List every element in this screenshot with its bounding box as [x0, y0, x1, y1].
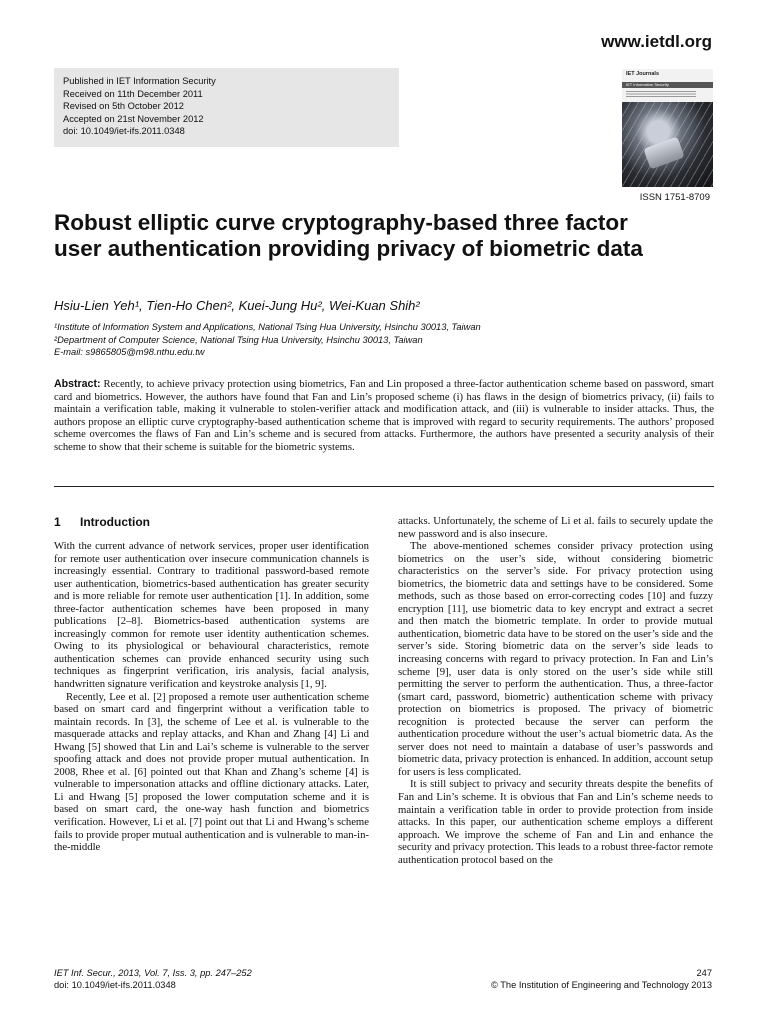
journal-cover-image [622, 69, 713, 187]
abstract-text: Recently, to achieve privacy protection using biometrics, Fan and Lin proposed a three-factor authentication scheme based on password, smart card and biometrics. However, the authors have found that Fan and Lin’s proposed scheme (i) has flaws in the design of biometrics privacy, (ii) fails to maintain a verification table, making it vulnerable to stolen-verifier attack and modification attack, and (iii) is vulnerable to insider attacks. Thus, the authors propose an elliptic curve cryptography-based authentication scheme that is improved with regard to security requirements. The authors’ proposed scheme overcomes the flaws of Fan and Lin’s scheme and is secured from attacks. Furthermore, the authors have presented a security analysis of their scheme to show that their scheme is suitable for the biometric systems. [54, 379, 714, 453]
footer-citation [54, 967, 252, 991]
paragraph: Recently, Lee et al. [2] proposed a remote user authentication scheme based on smart card and fingerprint without a verification table to maintain records. In [3], the scheme of Lee et al. is vulnerable to the masquerade attacks and replay attacks, and Khan and Zhang [4] Li and Hwang [5] showed that Lin and Lai’s scheme is vulnerable to the server spoofing attack and does not provide proper mutual authentication. In 2008, Rhee et al. [6] pointed out that Khan and Zhang’s scheme [4] is vulnerable to impersonation attacks and offline dictionary attacks. Later, Li and Hwang [5] proposed the lower computation scheme and it is based on smart card, the one-way hash function and biometrics verification. However, Li et al. [7] point out that Li and Hwang’s scheme fails to provide proper mutual authentication and is vulnerable to man-in-the-middle [54, 690, 369, 854]
authors: Hsiu-Lien Yeh¹, Tien-Ho Chen², Kuei-Jung Hu², Wei-Kuan Shih² [54, 298, 420, 313]
copyright: © The Institution of Engineering and Technology 2013 [490, 980, 712, 990]
publication-info-box [54, 68, 399, 147]
paragraph: It is still subject to privacy and security threats despite the benefits of Fan and Lin’s scheme. It is obvious that Fan and Lin’s scheme needs to maintain a verification table in order to provide protection from inside attacks. In this paper, our authentication scheme employs a different approach. We improve the scheme of Fan and Lin and enhance the security and privacy protection. This leads to a robust three-factor remote authentication protocol based on the [398, 778, 713, 866]
accepted-date: Accepted on 21st November 2012 [63, 113, 204, 124]
section-title: Introduction [80, 515, 150, 529]
journal-site-url[interactable]: www.ietdl.org [601, 32, 712, 51]
paragraph: With the current advance of network services, proper user identification for remote user authentication over insecure communication channels is increasingly essential. Contrary to traditional password-based remote user authentication, biometrics-based authentication has greater security and is more reliable for remote user authentication [1]. In addition, some three-factor authentication schemes have been proposed in many publications [2–8]. Biometrics-based authentication systems are increasingly common for remote user identity authentication schemes. Owing to its physiological or behavioural characteristics, remote authentication schemes can provide enhanced security using such techniques as fingerprint verification, iris analysis, facial analysis, handwritten signature verification and keystroke analysis [1, 9]. [54, 540, 369, 691]
journal-citation: IET Inf. Secur., 2013, Vol. 7, Iss. 3, pp. 247–252 [54, 968, 252, 978]
key-icon [643, 137, 684, 170]
section-divider [54, 486, 714, 487]
affiliations [54, 321, 481, 359]
doi: doi: 10.1049/iet-ifs.2011.0348 [63, 126, 185, 136]
cover-logo: IET Journals [626, 71, 660, 77]
section-heading [54, 515, 150, 529]
cover-header [622, 69, 713, 102]
page-number: 247 [696, 968, 712, 978]
paragraph: attacks. Unfortunately, the scheme of Li et al. fails to securely update the new password and is also insecure. [398, 515, 713, 540]
contact-email: E-mail: s9865805@m98.nthu.edu.tw [54, 347, 205, 357]
footer-right [491, 967, 712, 991]
cover-text-lines [626, 91, 696, 97]
received-date: Received on 11th December 2011 [63, 88, 203, 99]
published-in: Published in IET Information Security [63, 76, 216, 86]
body-column-right [398, 515, 713, 866]
cover-artwork [622, 102, 713, 187]
affiliation-1: ¹Institute of Information System and Applications, National Tsing Hua University, Hsinchu 30013, Taiwan [54, 322, 481, 332]
abstract-label: Abstract: [54, 378, 101, 390]
affiliation-2: ²Department of Computer Science, National Tsing Hua University, Hsinchu 30013, Taiwan [54, 334, 423, 345]
issn: ISSN 1751-8709 [639, 192, 710, 203]
revised-date: Revised on 5th October 2012 [63, 101, 184, 111]
cover-band: IET Information Security [622, 82, 713, 88]
paragraph: The above-mentioned schemes consider privacy protection using biometrics on the user’s side, without considering biometric characteristics on the server’s side. For privacy protection using biometrics, the biometric data and settings have to be considered. Some methods, such as those based on error-correcting codes [10] and fuzzy encryption [11], use biometric data to key encrypt and extract a secret and then match the biometric template. In order to provide mutual authentication, biometric data have to be stored on the user’s side and the server’s side. Storing biometric data on the server’s side leads to increasing concerns with regard to privacy protection. In Fan and Lin’s scheme [9], user data is only stored on the user’s side while still permitting the server to perform the authentication. Thus, a three-factor (smart card, password, biometric) authentication scheme with privacy protection on biometrics is proposed. The privacy of biometric recognition is protected because the server can perform the authentication procedure without the user’s actual biometric data. As the server does not need to maintain a database of user’s passwords and biometric data, privacy protection is enhanced. In addition, account setup for users is less complicated. [398, 540, 713, 778]
footer-doi: doi: 10.1049/iet-ifs.2011.0348 [54, 980, 176, 990]
body-column-left [54, 540, 369, 854]
paper-title: Robust elliptic curve cryptography-based three factor user authentication providing privacy of biometric data [54, 210, 643, 261]
abstract [54, 378, 714, 454]
section-number: 1 [54, 515, 61, 529]
